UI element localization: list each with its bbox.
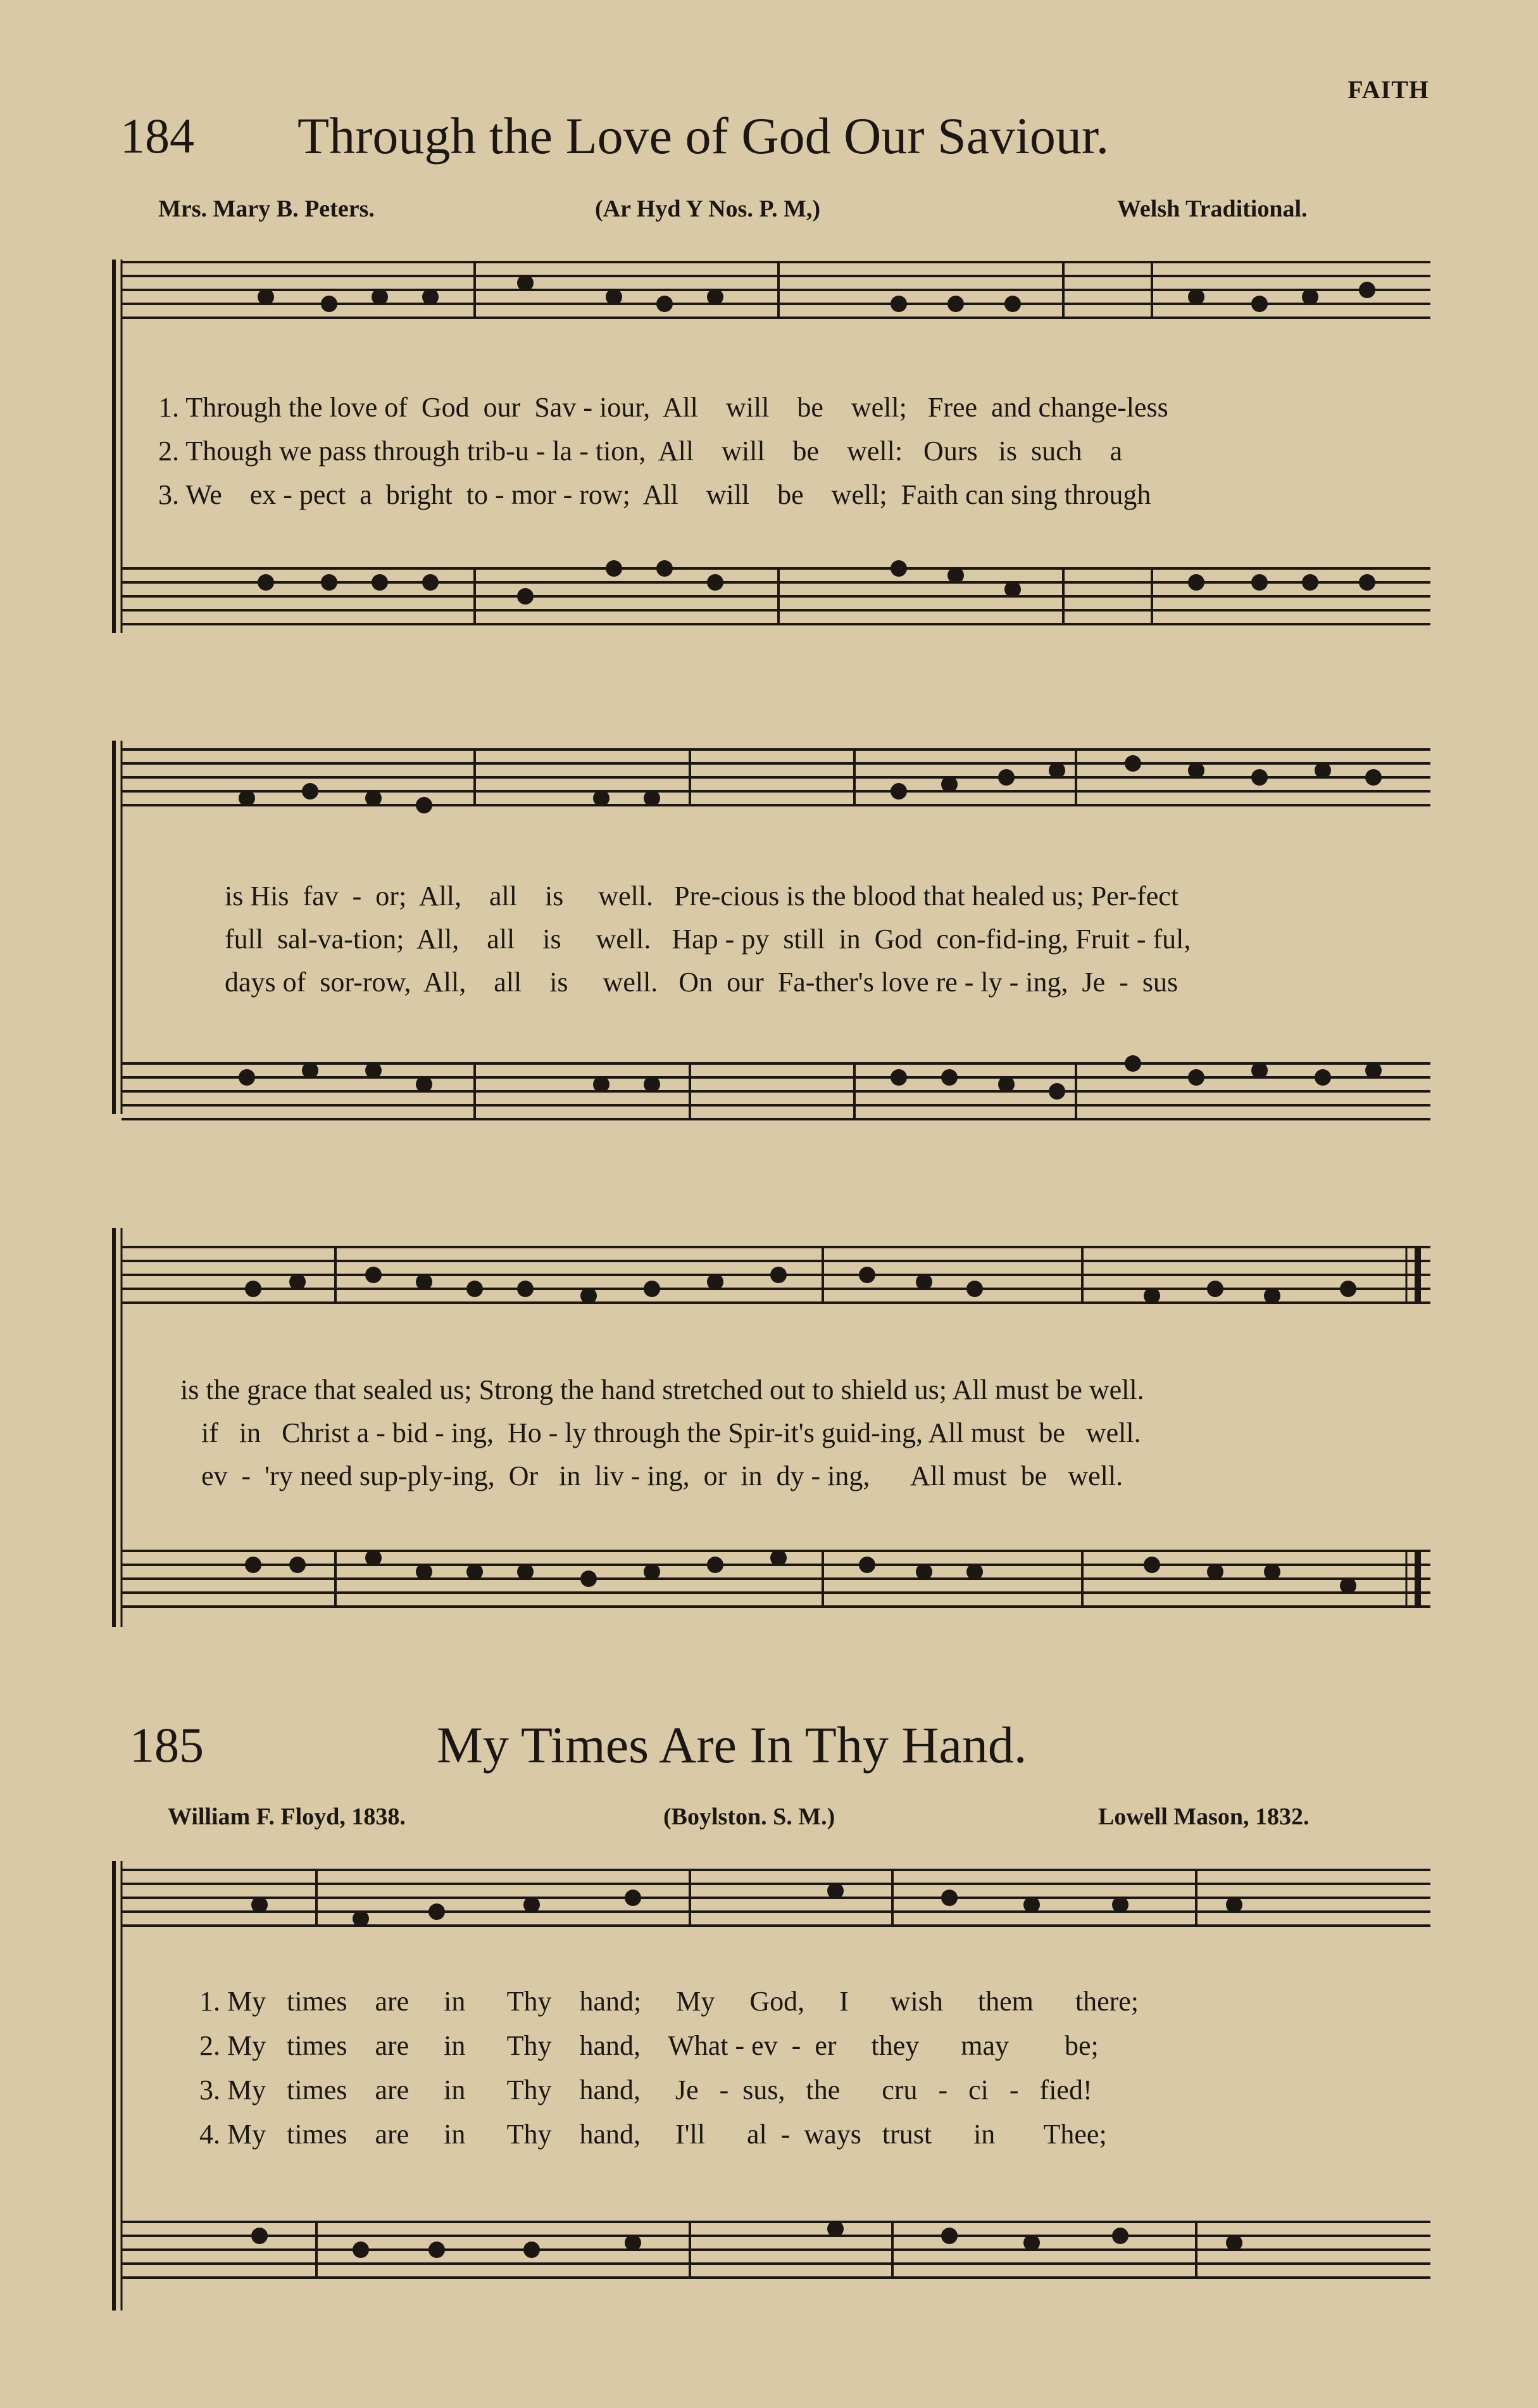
music-system: [108, 1222, 1437, 1652]
hymn-author: William F. Floyd, 1838.: [168, 1803, 406, 1830]
lyric-line: 3. We ex - pect a bright to - mor - row; All will be well; Faith can sing through: [158, 479, 1151, 510]
lyric-line: is His fav - or; All, all is well. Pre-cious is the blood that healed us; Per-fect: [225, 881, 1179, 912]
lyric-line: 1. Through the love of God our Sav - iour, All will be well; Free and change-less: [158, 392, 1168, 423]
music-staves: [108, 734, 1437, 1177]
lyric-line: 3. My times are in Thy hand, Je - sus, the cru - ci - fied!: [199, 2074, 1092, 2105]
lyric-line: if in Christ a - bid - ing, Ho - ly through the Spir-it's guid-ing, All must be well.: [180, 1417, 1141, 1448]
lyric-line: days of sor-row, All, all is well. On our Fa-ther's love re - ly - ing, Je - sus: [225, 967, 1179, 998]
music-staves: [108, 253, 1437, 696]
lyric-line: 2. My times are in Thy hand, What - ev - er they may be;: [199, 2030, 1099, 2061]
hymn-tune: (Boylston. S. M.): [663, 1803, 835, 1830]
hymn-number: 184: [120, 108, 194, 163]
lyric-line: is the grace that sealed us; Strong the hand stretched out to shield us; All must be well.: [180, 1374, 1144, 1405]
hymn-title: My Times Are In Thy Hand.: [437, 1716, 1027, 1774]
lyric-line: 2. Though we pass through trib-u - la - tion, All will be well: Ours is such a: [158, 436, 1123, 467]
music-system: [108, 1855, 1437, 2336]
lyric-line: ev - 'ry need sup-ply-ing, Or in liv - ing, or in dy - ing, All must be well.: [180, 1460, 1123, 1491]
hymn-title: Through the Love of God Our Saviour.: [297, 107, 1110, 165]
lyric-line: 4. My times are in Thy hand, I'll al - ways trust in Thee;: [199, 2119, 1107, 2150]
section-label: FAITH: [1347, 75, 1429, 104]
lyric-line: 1. My times are in Thy hand; My God, I wish them there;: [199, 1986, 1139, 2017]
music-system: [108, 734, 1437, 1177]
music-system: [108, 253, 1437, 696]
hymn-tune: (Ar Hyd Y Nos. P. M,): [595, 196, 821, 222]
hymn-author: Mrs. Mary B. Peters.: [158, 196, 375, 222]
hymn-number: 185: [130, 1717, 204, 1772]
hymn-composer: Welsh Traditional.: [1117, 196, 1308, 222]
lyric-line: full sal-va-tion; All, all is well. Hap - py still in God con-fid-ing, Fruit - ful,: [225, 924, 1191, 955]
hymn-composer: Lowell Mason, 1832.: [1098, 1803, 1310, 1830]
